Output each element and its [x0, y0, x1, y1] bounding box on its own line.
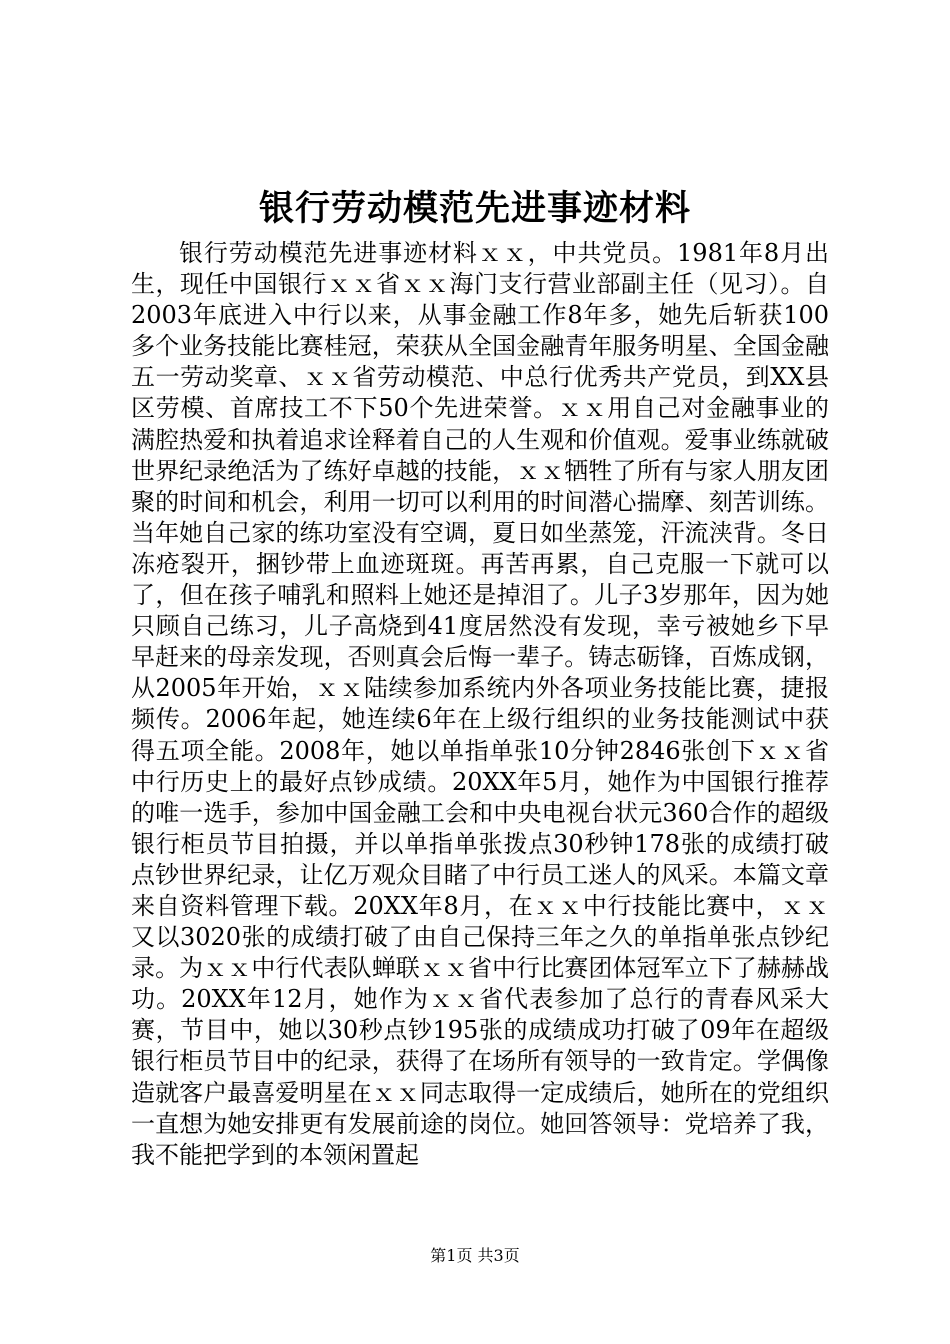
- page-footer: 第1页 共3页: [430, 1246, 520, 1265]
- document-body: 银行劳动模范先进事迹材料ｘｘ，中共党员。1981年8月出生，现任中国银行ｘｘ省ｘｘ海门支行营业部副主任（见习）。自2003年底进入中行以来，从事金融工作8年多，她先后斩获100多个业务技能比赛桂冠，荣获从全国金融青年服务明星、全国金融五一劳动奖章、ｘｘ省劳动模范、中总行优秀共产党员，到XX县区劳模、首席技工不下50个先进荣誉。ｘｘ用自己对金融事业的满腔热爱和执着追求诠释着自己的人生观和价值观。爱事业练就破世界纪录绝活为了练好卓越的技能，ｘｘ牺牲了所有与家人朋友团聚的时间和机会，利用一切可以利用的时间潜心揣摩、刻苦训练。当年她自己家的练功室没有空调，夏日如坐蒸笼，汗流浃背。冬日冻疮裂开，捆钞带上血迹斑斑。再苦再累，自己克服一下就可以了，但在孩子哺乳和照料上她还是掉泪了。儿子3岁那年，因为她只顾自己练习，儿子高烧到41度居然没有发现，幸亏被她乡下早早赶来的母亲发现，否则真会后悔一辈子。铸志砺锋，百炼成钢，从2005年开始，ｘｘ陆续参加系统内外各项业务技能比赛，捷报频传。2006年起，她连续6年在上级行组织的业务技能测试中获得五项全能。2008年，她以单指单张10分钟2846张创下ｘｘ省中行历史上的最好点钞成绩。20XX年5月，她作为中国银行推荐的唯一选手，参加中国金融工会和中央电视台状元360合作的超级银行柜员节目拍摄，并以单指单张拨点30秒钟178张的成绩打破点钞世界纪录，让亿万观众目睹了中行员工迷人的风采。本篇文章来自资料管理下载。20XX年8月，在ｘｘ中行技能比赛中，ｘｘ又以3020张的成绩打破了由自己保持三年之久的单指单张点钞纪录。为ｘｘ中行代表队蝉联ｘｘ省中行比赛团体冠军立下了赫赫战功。20XX年12月，她作为ｘｘ省代表参加了总行的青春风采大赛，节目中，她以30秒点钞195张的成绩成功打破了09年在超级银行柜员节目中的纪录，获得了在场所有领导的一致肯定。学偶像造就客户最喜爱明星在ｘｘ同志取得一定成绩后，她所在的党组织一直想为她安排更有发展前途的岗位。她回答领导：党培养了我，我不能把学到的本领闲置起: [131, 239, 829, 1169]
- document-title: 银行劳动模范先进事迹材料: [258, 188, 691, 229]
